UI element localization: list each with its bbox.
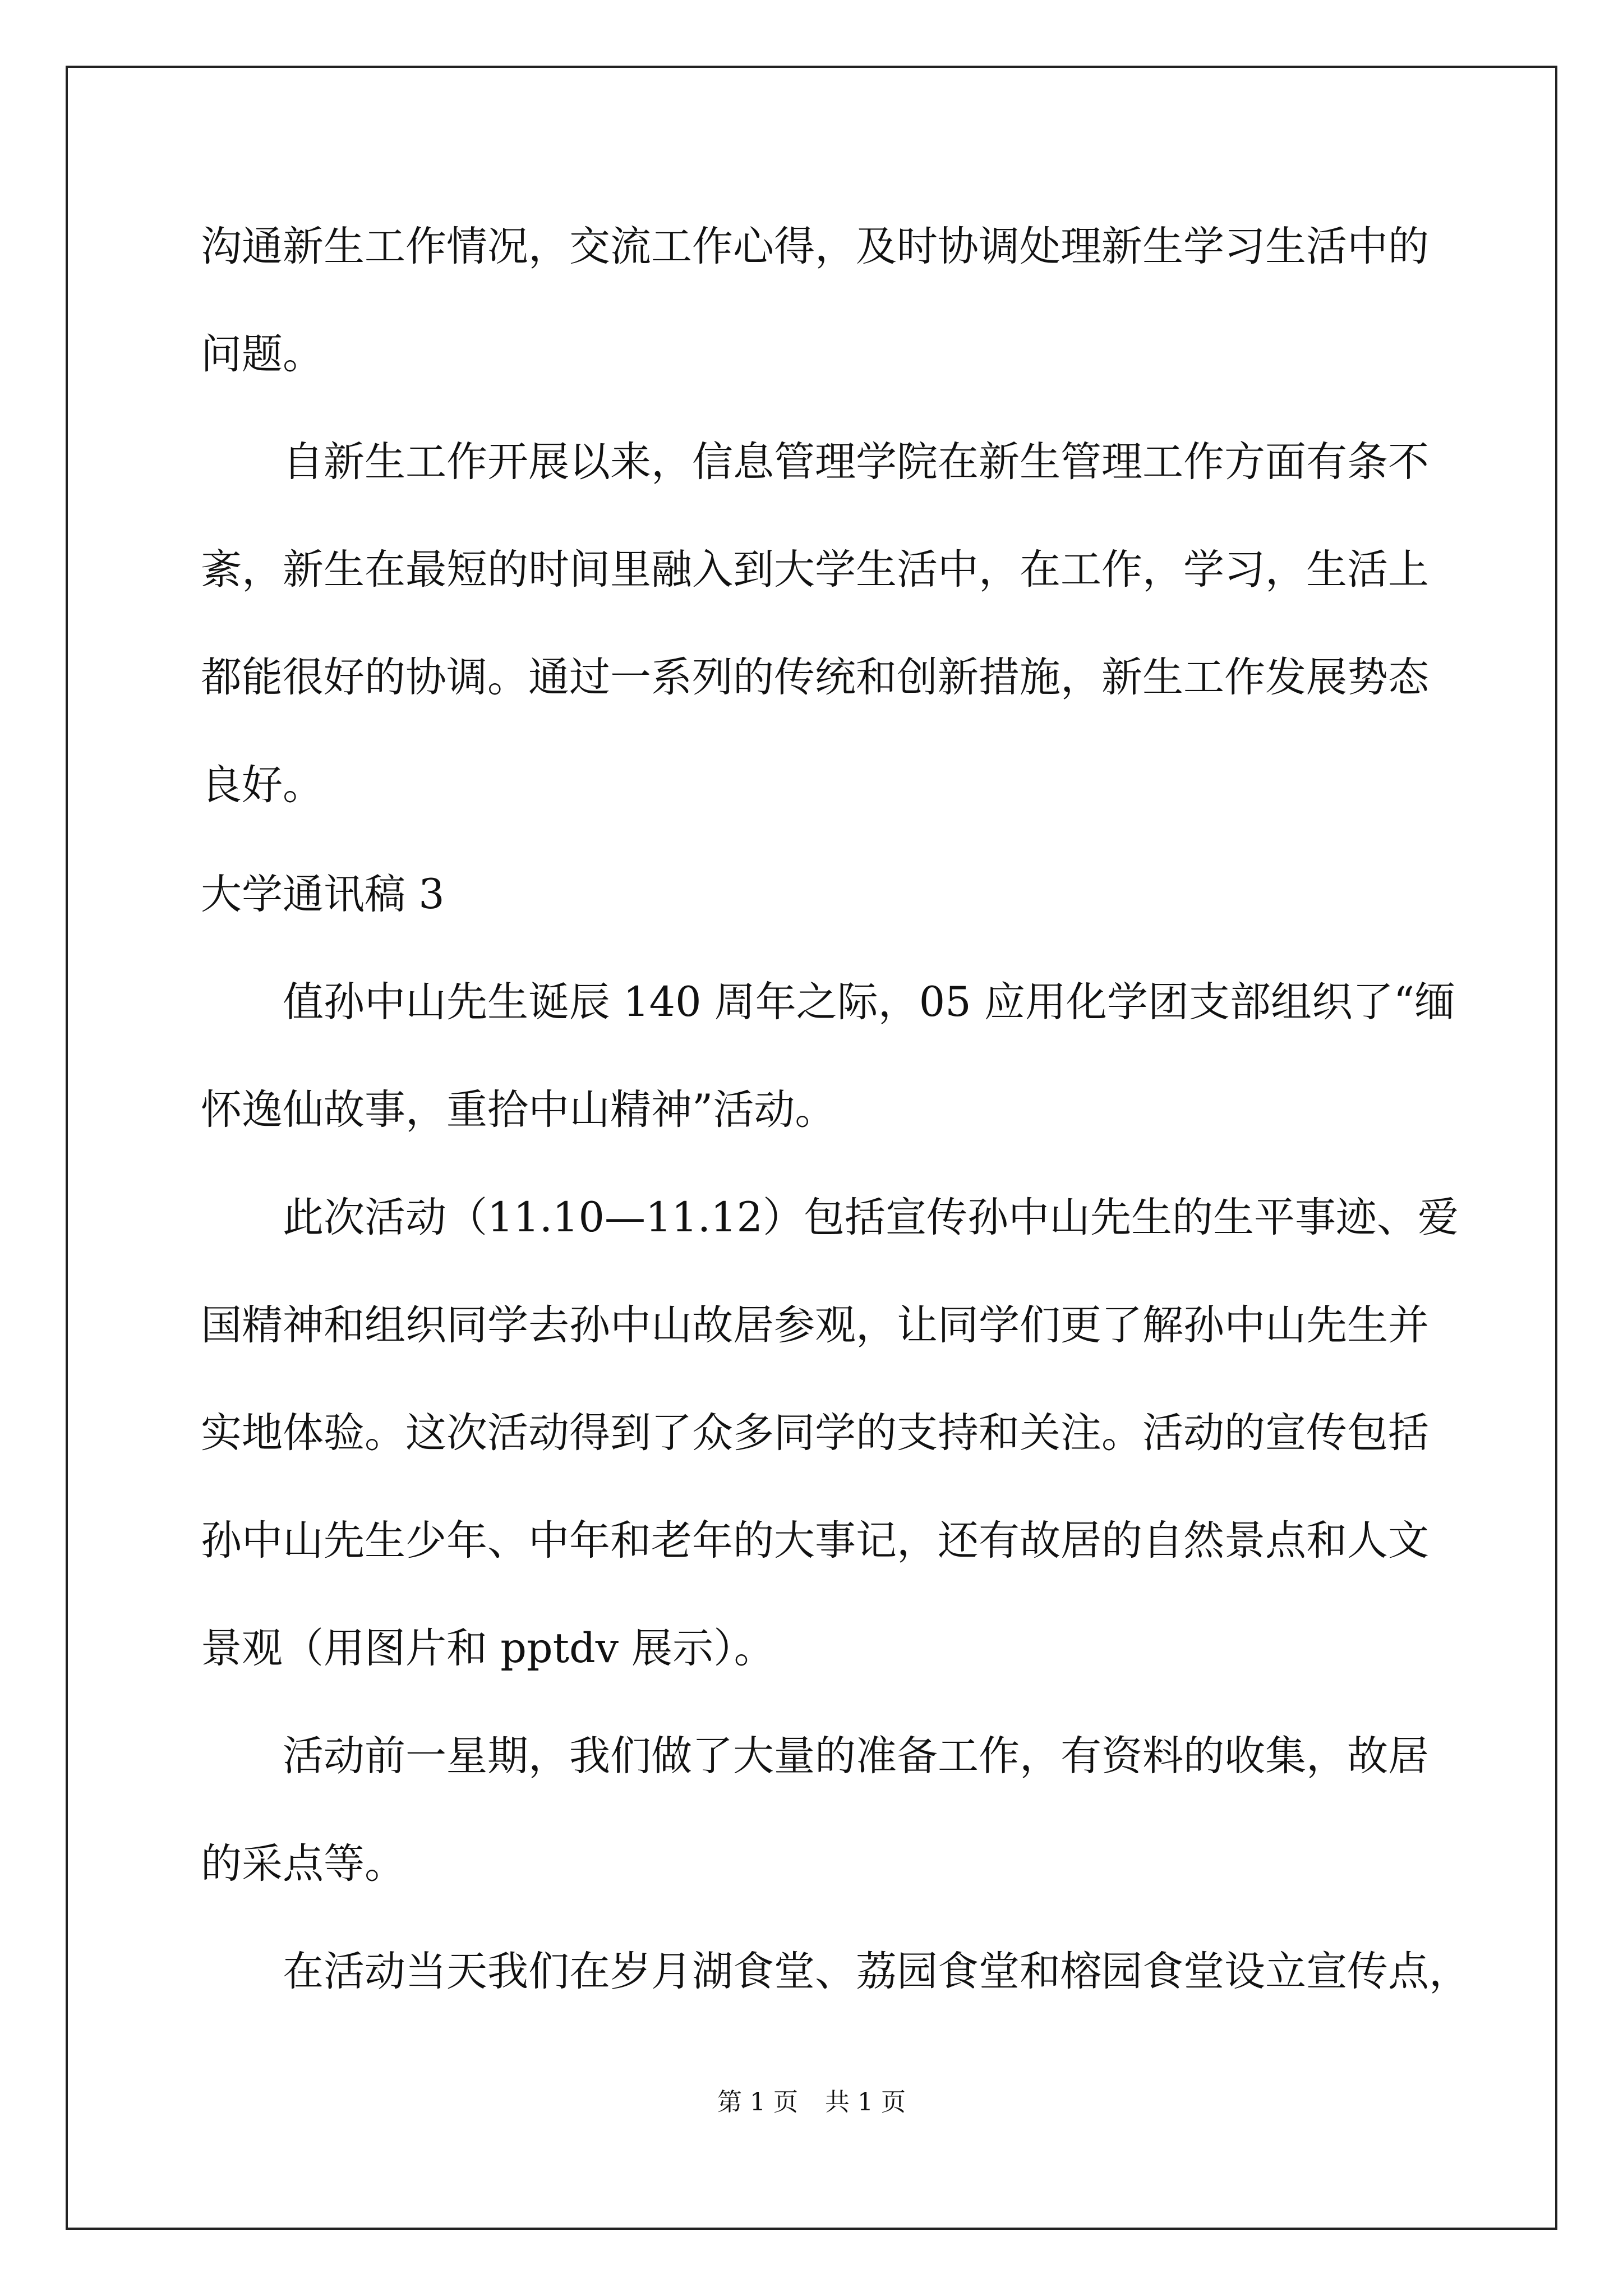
text-line: 的采点等。 (201, 1840, 405, 1888)
paragraph-start: 此次活动（11.10—11.12）包括宣传孙中山先生的生平事迹、爱 (283, 1194, 1459, 1241)
text-line: 孙中山先生少年、中年和老年的大事记，还有故居的自然景点和人文 (201, 1517, 1429, 1565)
text-line: 都能很好的协调。通过一系列的传统和创新措施，新生工作发展势态 (201, 654, 1429, 701)
paragraph-start: 自新生工作开展以来，信息管理学院在新生管理工作方面有条不 (283, 438, 1429, 486)
paragraph-start: 活动前一星期，我们做了大量的准备工作，有资料的收集，故居 (283, 1732, 1429, 1780)
text-line: 国精神和组织同学去孙中山故居参观，让同学们更了解孙中山先生并 (201, 1301, 1429, 1349)
page-border (66, 66, 1557, 2230)
text-line: 实地体验。这次活动得到了众多同学的支持和关注。活动的宣传包括 (201, 1409, 1429, 1457)
text-line: 问题。 (201, 330, 324, 378)
section-heading: 大学通讯稿 3 (201, 871, 445, 918)
text-line: 良好。 (201, 761, 324, 809)
text-line: 怀逸仙故事，重拾中山精神”活动。 (201, 1086, 836, 1134)
page-total: 共 1 页 (825, 2088, 906, 2116)
text-line: 紊，新生在最短的时间里融入到大学生活中，在工作，学习，生活上 (201, 546, 1429, 593)
paragraph-start: 值孙中山先生诞辰 140 周年之际，05 应用化学团支部组织了“缅 (283, 978, 1456, 1026)
text-line: 景观（用图片和 pptdv 展示）。 (201, 1625, 775, 1672)
text-line: 沟通新生工作情况，交流工作心得，及时协调处理新生学习生活中的 (201, 223, 1429, 270)
page-number: 第 1 页 (717, 2088, 798, 2116)
page-footer (0, 2086, 1623, 2119)
paragraph-start: 在活动当天我们在岁月湖食堂、荔园食堂和榕园食堂设立宣传点， (283, 1948, 1470, 1995)
